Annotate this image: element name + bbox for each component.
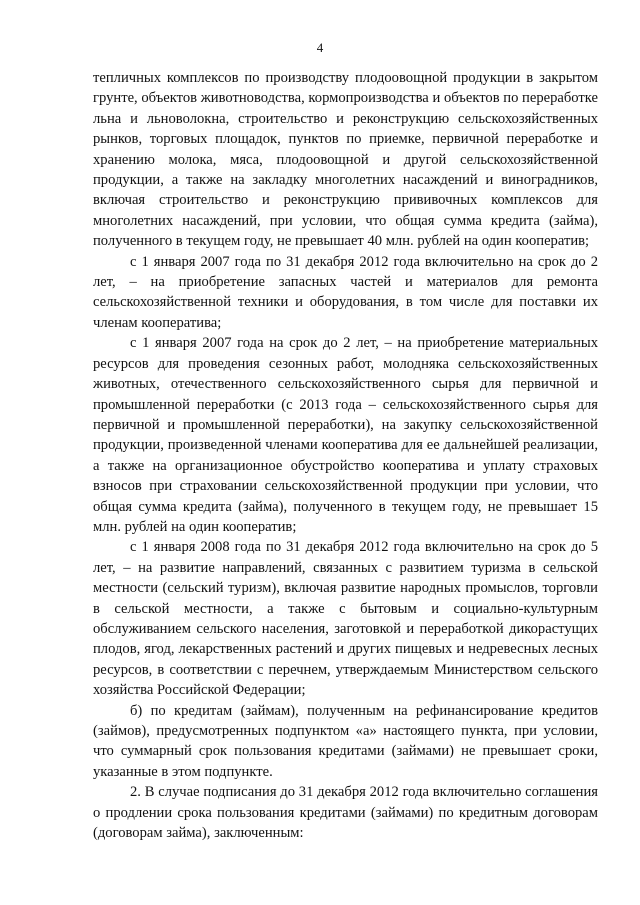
paragraph: б) по кредитам (займам), полученным на рефинансирование кредитов (займов), предусмотренных подпунктом «а» настоящего пункта, при условии, что суммарный срок пользования кредитами (займами) не превышает сроки, указанные в этом подпункте. [93,702,598,780]
paragraph: с 1 января 2008 года по 31 декабря 2012 года включительно на срок до 5 лет, – на развитие направлений, связанных с развитием туризма в сельской местности (сельский туризм), включая развитие народных промыслов, торговли в сельской местности, а также с бытовым и социально-культурным обслуживанием сельского населения, заготовкой и переработкой дикорастущих плодов, ягод, лекарственных растений и других пищевых и недревесных лесных ресурсов, в соответствии с перечнем, утверждаемым Министерством сельского хозяйства Российской Федерации; [93,539,598,699]
paragraph: 2. В случае подписания до 31 декабря 2012 года включительно соглашения о продлении срока пользования кредитами (займами) по кредитным договорам (договорам займа), заключенным: [93,784,598,842]
document-body [93,68,598,843]
page-number: 4 [316,40,324,55]
paragraph: с 1 января 2007 года на срок до 2 лет, – на приобретение материальных ресурсов для проведения сезонных работ, молодняка сельскохозяйственных животных, отечественного сельскохозяйственного сырья для первичной и промышленной переработки (с 2013 года – сельскохозяйственного сырья для первичной и промышленной переработки), на закупку сельскохозяйственной продукции, произведенной членами кооператива для ее дальнейшей реализации, а также на организационное обустройство кооператива и уплату страховых взносов при страховании сельскохозяйственной продукции при условии, что общая сумма кредита (займа), полученного в текущем году, не превышает 15 млн. рублей на один кооператив; [93,335,598,535]
paragraph: с 1 января 2007 года по 31 декабря 2012 года включительно на срок до 2 лет, – на приобретение запасных частей и материалов для ремонта сельскохозяйственной техники и оборудования, в том числе для поставки их членам кооператива; [93,253,598,331]
paragraph: тепличных комплексов по производству плодоовощной продукции в закрытом грунте, объектов животноводства, кормопроизводства и объектов по переработке льна и льноволокна, строительство и реконструкцию сельскохозяйственных рынков, торговых площадок, пунктов по приемке, первичной переработке и хранению молока, мяса, плодоовощной и другой сельскохозяйственной продукции, а также на закладку многолетних насаждений и виноградников, включая строительство и реконструкцию прививочных комплексов для многолетних насаждений, при условии, что общая сумма кредита (займа), полученного в текущем году, не превышает 40 млн. рублей на один кооператив; [93,70,598,250]
